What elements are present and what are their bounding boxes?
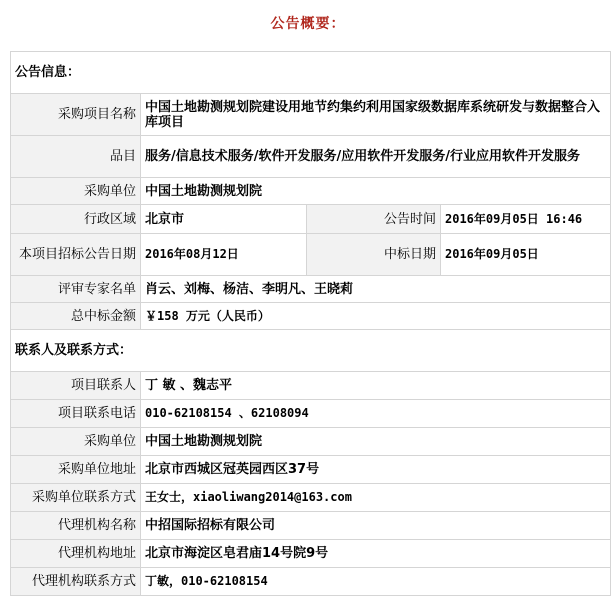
table-row (11, 303, 611, 330)
announcement-table (10, 51, 611, 596)
value-agency-name: 中招国际招标有限公司 (141, 512, 611, 540)
table-row (11, 136, 611, 178)
label-project-phone: 项目联系电话 (11, 400, 141, 428)
table-row (11, 372, 611, 400)
table-row (11, 512, 611, 540)
value-tender-date: 2016年08月12日 (141, 234, 307, 276)
page-title: 公告概要： (270, 16, 346, 32)
value-region: 北京市 (141, 205, 307, 234)
label-tender-date: 本项目招标公告日期 (11, 234, 141, 276)
label-agency-name: 代理机构名称 (11, 512, 141, 540)
label-agency-contact: 代理机构联系方式 (11, 568, 141, 596)
table-row (11, 456, 611, 484)
label-purchaser: 采购单位 (11, 178, 141, 205)
section-row (11, 330, 611, 372)
table-row (11, 205, 611, 234)
table-row (11, 568, 611, 596)
table-row (11, 234, 611, 276)
value-project-name: 中国土地勘测规划院建设用地节约集约利用国家级数据库系统研发与数据整合入库项目 (141, 94, 611, 136)
value-agency-contact: 丁敏，010-62108154 (141, 568, 611, 596)
value-project-contact: 丁 敏 、魏志平 (141, 372, 611, 400)
label-region: 行政区域 (11, 205, 141, 234)
table-row (11, 276, 611, 303)
value-category: 服务/信息技术服务/软件开发服务/应用软件开发服务/行业应用软件开发服务 (141, 136, 611, 178)
section-row (11, 52, 611, 94)
section-title-announcement: 公告信息： (11, 52, 611, 94)
label-award-date: 中标日期 (307, 234, 441, 276)
value-purchaser-address: 北京市西城区冠英园西区37号 (141, 456, 611, 484)
table-row (11, 400, 611, 428)
value-project-phone: 010-62108154 、62108094 (141, 400, 611, 428)
table-row (11, 428, 611, 456)
label-total-amount: 总中标金额 (11, 303, 141, 330)
table-row (11, 178, 611, 205)
label-agency-address: 代理机构地址 (11, 540, 141, 568)
label-contact-purchaser: 采购单位 (11, 428, 141, 456)
table-row (11, 540, 611, 568)
value-purchaser: 中国土地勘测规划院 (141, 178, 611, 205)
label-purchaser-contact: 采购单位联系方式 (11, 484, 141, 512)
table-row (11, 484, 611, 512)
label-purchaser-address: 采购单位地址 (11, 456, 141, 484)
value-publish-time: 2016年09月05日 16:46 (441, 205, 611, 234)
value-agency-address: 北京市海淀区皂君庙14号院9号 (141, 540, 611, 568)
label-project-name: 采购项目名称 (11, 94, 141, 136)
value-contact-purchaser: 中国土地勘测规划院 (141, 428, 611, 456)
value-award-date: 2016年09月05日 (441, 234, 611, 276)
label-category: 品目 (11, 136, 141, 178)
value-purchaser-contact: 王女士，xiaoliwang2014@163.com (141, 484, 611, 512)
section-title-contacts: 联系人及联系方式： (11, 330, 611, 372)
label-publish-time: 公告时间 (307, 205, 441, 234)
label-project-contact: 项目联系人 (11, 372, 141, 400)
value-total-amount: ￥158 万元（人民币） (141, 303, 611, 330)
table-row (11, 94, 611, 136)
label-experts: 评审专家名单 (11, 276, 141, 303)
value-experts: 肖云、刘梅、杨洁、李明凡、王晓莉 (141, 276, 611, 303)
